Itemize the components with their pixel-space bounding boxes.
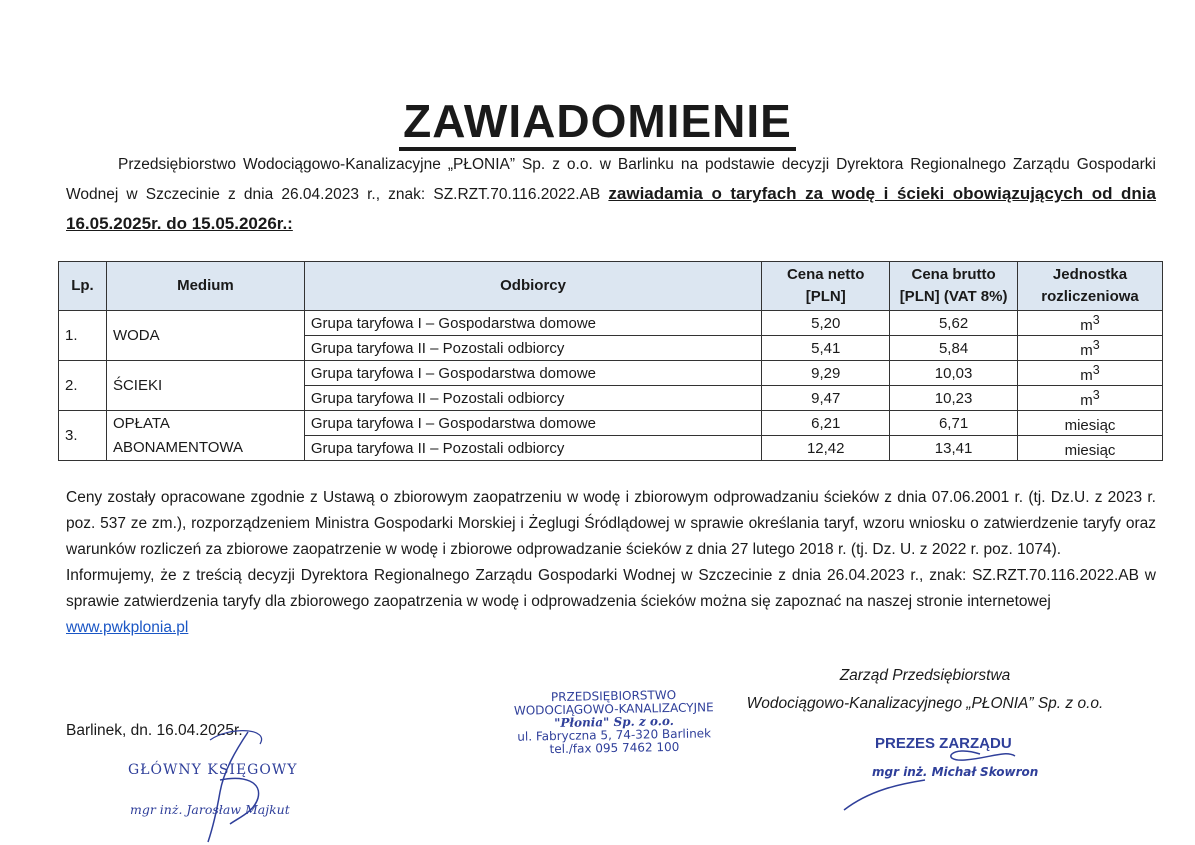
intro-text: Przedsiębiorstwo Wodociągowo-Kanalizacyjne „PŁONIA” Sp. z o.o. w Barlinku na podstawie decyzji Dyrektora Regionalnego Zarządu Gospodarki Wodnej w Szczecinie z dnia 26.04.2023 r., znak: SZ.RZT.70.116.2022.AB [66, 156, 1156, 203]
table-row [59, 361, 1163, 386]
cell-unit: miesiąc [1018, 411, 1163, 436]
header-netto: Cena netto [PLN] [762, 262, 890, 311]
cell-medium: OPŁATA ABONAMENTOWA [106, 411, 304, 461]
intro-bold-text: zawiadamia o taryfach za wodę i ścieki obowiązujących od dnia 16.05.2025r. do 15.05.2026r.: [66, 184, 1156, 233]
intro-paragraph [66, 150, 1156, 239]
body-text [66, 485, 1156, 641]
cell-odbiorcy: Grupa taryfowa I – Gospodarstwa domowe [304, 361, 761, 386]
company-stamp [503, 688, 724, 757]
cell-netto: 12,42 [762, 436, 890, 461]
cell-medium: WODA [106, 311, 304, 361]
cell-brutto: 5,84 [890, 336, 1018, 361]
table-row [59, 311, 1163, 336]
cell-brutto: 10,23 [890, 386, 1018, 411]
cell-unit: miesiąc [1018, 436, 1163, 461]
cell-unit: $m^3$ [1018, 386, 1163, 411]
cell-unit: $m^3$ [1018, 361, 1163, 386]
header-jednostka: Jednostka rozliczeniowa [1018, 262, 1163, 311]
header-lp: Lp. [59, 262, 107, 311]
stamp-line-5: tel./fax 095 7462 100 [549, 739, 680, 757]
cell-medium: ŚCIEKI [106, 361, 304, 411]
cell-netto: 5,41 [762, 336, 890, 361]
body-paragraph-1: Ceny zostały opracowane zgodnie z Ustawą o zbiorowym zaopatrzeniu w wodę i zbiorowym odprowadzaniu ścieków z dnia 07.06.2001 r. (tj. Dz.U. z 2023 r. poz. 537 ze zm.), rozporządzeniem Ministra Gospodarki Morskiej i Żeglugi Śródlądowej w sprawie określania taryf, wzoru wniosku o zatwierdzenie taryfy oraz warunków rozliczeń za zbiorowe zaopatrzenie w wodę i zbiorowe odprowadzanie ścieków z dnia 27 lutego 2018 r. (tj. Dz. U. z 2022 r. poz. 1074). [66, 489, 1156, 558]
website-link[interactable]: www.pwkplonia.pl [66, 619, 189, 636]
stamp-line-4: ul. Fabryczna 5, 74-320 Barlinek [517, 726, 712, 744]
cell-brutto: 13,41 [890, 436, 1018, 461]
cell-netto: 6,21 [762, 411, 890, 436]
cell-odbiorcy: Grupa taryfowa I – Gospodarstwa domowe [304, 311, 761, 336]
header-brutto: Cena brutto [PLN] (VAT 8%) [890, 262, 1018, 311]
accountant-signature [150, 720, 310, 845]
president-signature [830, 740, 1030, 815]
cell-lp: 3. [59, 411, 107, 461]
cell-unit: $m^3$ [1018, 311, 1163, 336]
place-date: Barlinek, dn. 16.04.2025r. [66, 722, 243, 739]
cell-odbiorcy: Grupa taryfowa II – Pozostali odbiorcy [304, 386, 761, 411]
cell-netto: 5,20 [762, 311, 890, 336]
cell-netto: 9,47 [762, 386, 890, 411]
header-medium: Medium [106, 262, 304, 311]
cell-brutto: 5,62 [890, 311, 1018, 336]
accountant-stamp-title: GŁÓWNY KSIĘGOWY [128, 762, 298, 778]
president-stamp-name: mgr inż. Michał Skowron [872, 765, 1039, 779]
cell-brutto: 10,03 [890, 361, 1018, 386]
header-odbiorcy: Odbiorcy [304, 262, 761, 311]
stamp-line-3: "Płonia" Sp. z o.o. [554, 713, 674, 731]
table-header-row [59, 262, 1163, 311]
cell-lp: 2. [59, 361, 107, 411]
cell-unit: $m^3$ [1018, 336, 1163, 361]
cell-odbiorcy: Grupa taryfowa II – Pozostali odbiorcy [304, 336, 761, 361]
stamp-line-1: PRZEDSIĘBIORSTWO [550, 687, 677, 705]
board-line-2: Wodociągowo-Kanalizacyjnego „PŁONIA” Sp. z o.o. [746, 695, 1104, 712]
president-stamp-title: PREZES ZARZĄDU [875, 735, 1012, 752]
board-signature-block [740, 662, 1110, 718]
cell-odbiorcy: Grupa taryfowa I – Gospodarstwa domowe [304, 411, 761, 436]
cell-netto: 9,29 [762, 361, 890, 386]
body-paragraph-2: Informujemy, że z treścią decyzji Dyrektora Regionalnego Zarządu Gospodarki Wodnej w Szczecinie z dnia 26.04.2023 r., znak: SZ.RZT.70.116.2022.AB w sprawie zatwierdzenia taryfy dla zbiorowego zaopatrzenia w wodę i odprowadzenia ścieków można się zapoznać na naszej stronie internetowej [66, 567, 1156, 610]
page-title: ZAWIADOMIENIE [0, 94, 1195, 151]
stamp-line-2: WODOCIĄGOWO-KANALIZACYJNE [513, 700, 714, 718]
cell-lp: 1. [59, 311, 107, 361]
tariff-table [58, 261, 1163, 461]
cell-odbiorcy: Grupa taryfowa II – Pozostali odbiorcy [304, 436, 761, 461]
cell-brutto: 6,71 [890, 411, 1018, 436]
table-row [59, 411, 1163, 436]
accountant-stamp-name: mgr inż. Jarosław Majkut [130, 802, 290, 817]
board-line-1: Zarząd Przedsiębiorstwa [839, 667, 1011, 684]
